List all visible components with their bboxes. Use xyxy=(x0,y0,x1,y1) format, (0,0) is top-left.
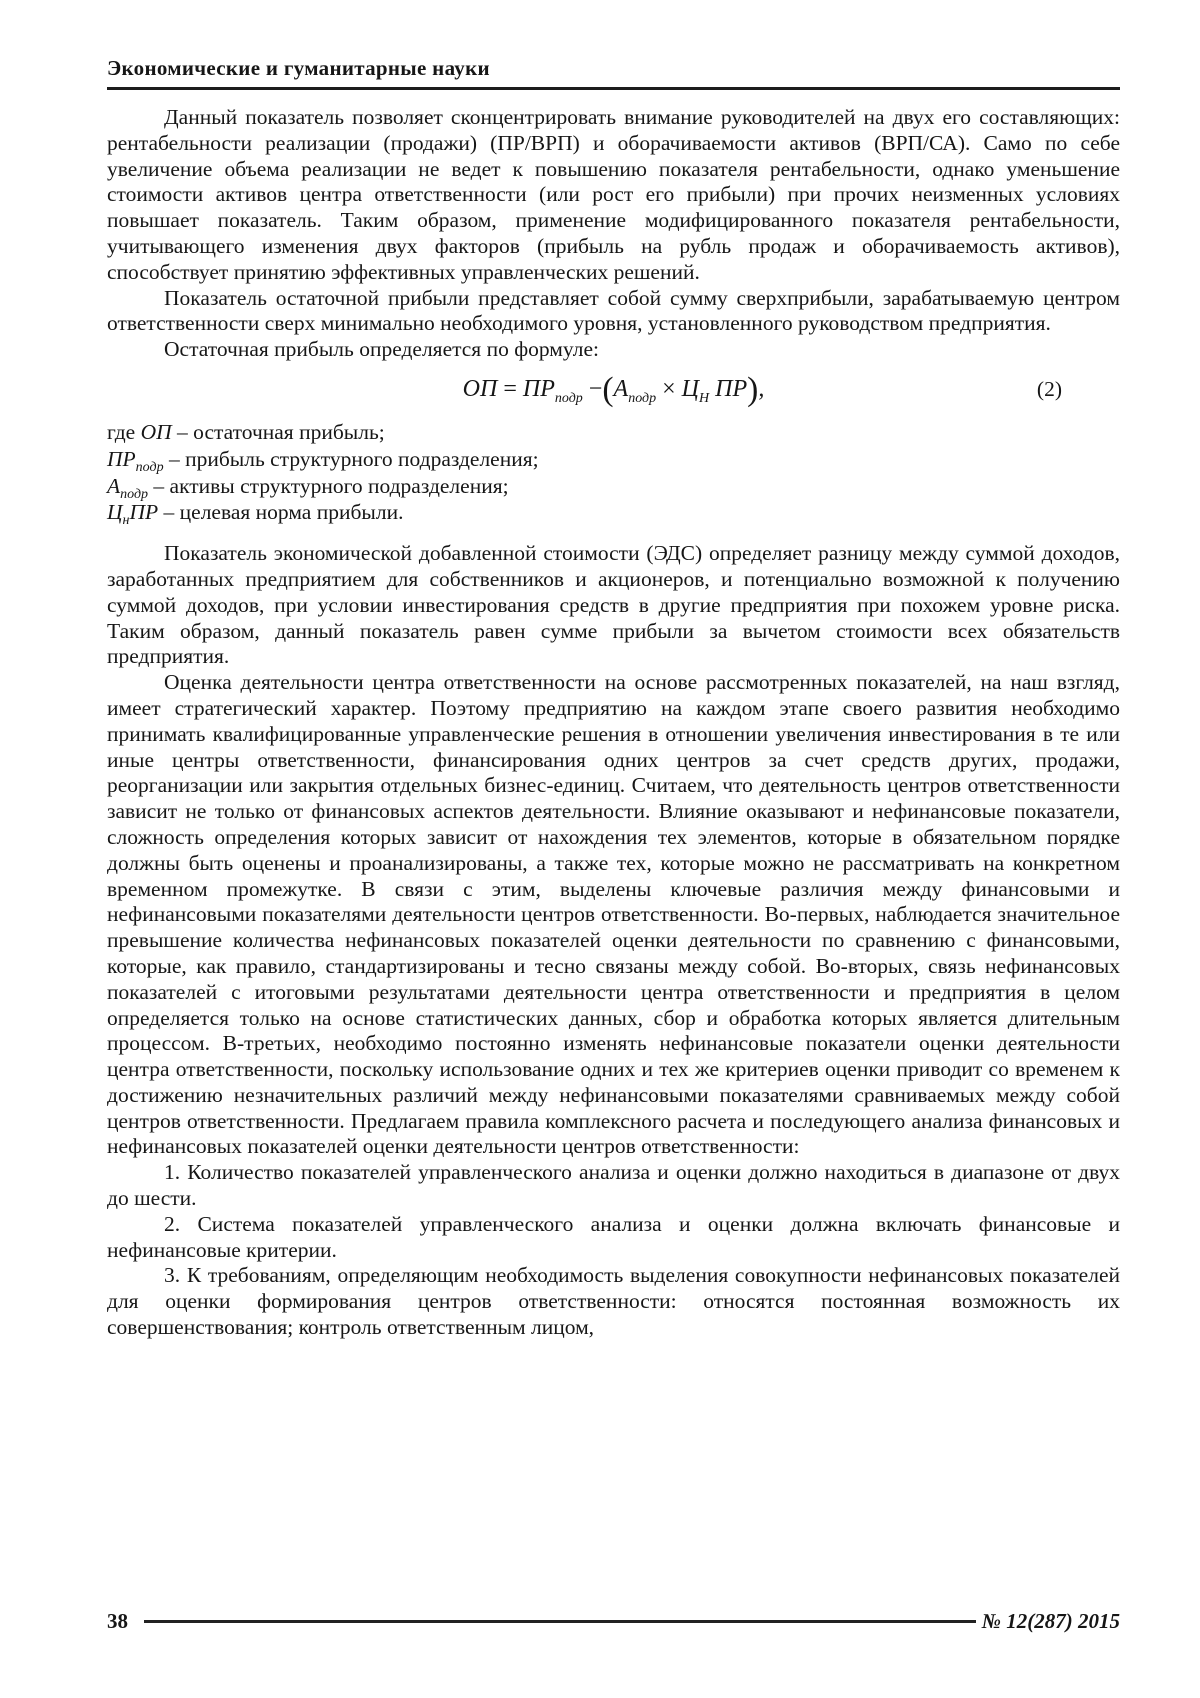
footer-rule xyxy=(144,1620,976,1623)
open-paren: ( xyxy=(602,371,614,408)
running-header xyxy=(107,56,1120,90)
page-footer xyxy=(107,1609,1120,1634)
formula-block xyxy=(107,369,1120,409)
paragraph-eva: Показатель экономической добавленной стоимости (ЭДС) определяет разницу между суммой доходов, заработанных предприятием для собственников и акционеров, и потенциально возможной к получению суммой доходов, при условии инвестирования средств в другие предприятия при похожем уровне риска. Таким образом, данный показатель равен сумме прибыли за вычетом стоимости всех обязательств предприятия. xyxy=(107,541,1120,669)
definition-pr-podr: $ПР_{подр}$ – прибыль структурного подразделения; xyxy=(107,446,539,475)
numbered-list xyxy=(107,1160,1120,1341)
list-item-3-text: К требованиям, определяющим необходимость выделения совокупности нефинансовых показателей для оценки формирования центров ответственности: относятся постоянная возможность их совершенствования; контроль ответственным лицом, xyxy=(107,1263,1120,1340)
paragraph-evaluation-strategy: Оценка деятельности центра ответственности на основе рассмотренных показателей, на наш взгляд, имеет стратегический характер. Поэтому предприятию на каждом этапе своего развития необходимо принимать квалифицированные управленческие решения в отношении увеличения инвестирования в те или иные центры ответственности, финансирования одних центров за счет средств других, продажи, реорганизации или закрытия отдельных бизнес-единиц. Считаем, что деятельность центров ответственности зависит не только от финансовых аспектов деятельности. Влияние оказывают и нефинансовые показатели, сложность определения которых зависит от нахождения тех элементов, которые в обязательном порядке должны быть оценены и проанализированы, а также тех, которые можно не рассматривать на конкретном временном промежутке. В связи с этим, выделены ключевые различия между финансовыми и нефинансовыми показателями деятельности центров ответственности. Во-первых, наблюдается значительное превышение количества нефинансовых показателей оценки деятельности по сравнению с финансовыми, которые, как правило, стандартизированы и тесно связаны между собой. Во-вторых, связь нефинансовых показателей с итоговыми результатами деятельности центра ответственности и предприятия в целом определяется только на основе статистических данных, сбор и обработка которых является длительным процессом. В-третьих, необходимо постоянно изменять нефинансовые показатели оценки деятельности центра ответственности, поскольку использование одних и тех же критериев оценки приводит со временем к достижению незначительных различий между нефинансовыми показателями сравниваемых между собой центров ответственности. Предлагаем правила комплексного расчета и последующего анализа финансовых и нефинансовых показателей оценки деятельности центров ответственности: xyxy=(107,670,1120,1159)
issue-label: № 12(287) 2015 xyxy=(981,1609,1120,1633)
list-item-1-text: Количество показателей управленческого анализа и оценки должно находиться в диапазоне от двух до шести. xyxy=(107,1160,1121,1211)
paragraph-modified-profitability: Данный показатель позволяет сконцентрировать внимание руководителей на двух его составляющих: рентабельности реализации (продажи) (ПР/ВРП) и оборачиваемости активов (ВРП/СА). Само по себе увеличение объема реализации не ведет к повышению показателя рентабельности, однако уменьшение стоимости активов центра ответственности (или рост его прибыли) при прочих неизменных условиях повышает показатель. Таким образом, применение модифицированного показателя рентабельности, учитывающего изменения двух факторов (прибыль на рубль продаж и оборачиваемость активов), способствует принятию эффективных управленческих решений. xyxy=(107,105,1120,284)
definition-op: где ОП – остаточная прибыль; xyxy=(107,419,385,444)
list-item-2 xyxy=(107,1212,1120,1264)
page-number: 38 xyxy=(107,1609,128,1633)
formula-definitions xyxy=(107,419,1120,529)
journal-section-title: Экономические и гуманитарные науки xyxy=(107,56,490,80)
list-item-1-number: 1. xyxy=(164,1160,181,1185)
list-item-2-number: 2. xyxy=(164,1211,181,1236)
close-paren: ) xyxy=(747,371,759,408)
list-item-2-text: Система показателей управленческого анализа и оценки должна включать финансовые и нефинансовые критерии. xyxy=(107,1211,1121,1262)
definition-a-podr: $А_{подр}$ – активы структурного подразделения; xyxy=(107,473,509,502)
formula-number: (2) xyxy=(1036,376,1062,401)
paragraph-residual-profit: Показатель остаточной прибыли представляет собой сумму сверхприбыли, зарабатываемую центром ответственности сверх минимально необходимого уровня, установленного руководством предприятия. xyxy=(107,285,1120,336)
formula-expression: ОП = $ПР_{подр} -(А_{подр} \times Ц_Н$ ПР), xyxy=(462,371,765,408)
list-item-3-number: 3. xyxy=(164,1263,181,1288)
formula-intro: Остаточная прибыль определяется по формуле: xyxy=(164,337,599,362)
list-item-1 xyxy=(107,1160,1120,1212)
list-item-3 xyxy=(107,1263,1120,1340)
definition-cn-pr: $Ц_нПР$ – целевая норма прибыли. xyxy=(107,500,404,529)
